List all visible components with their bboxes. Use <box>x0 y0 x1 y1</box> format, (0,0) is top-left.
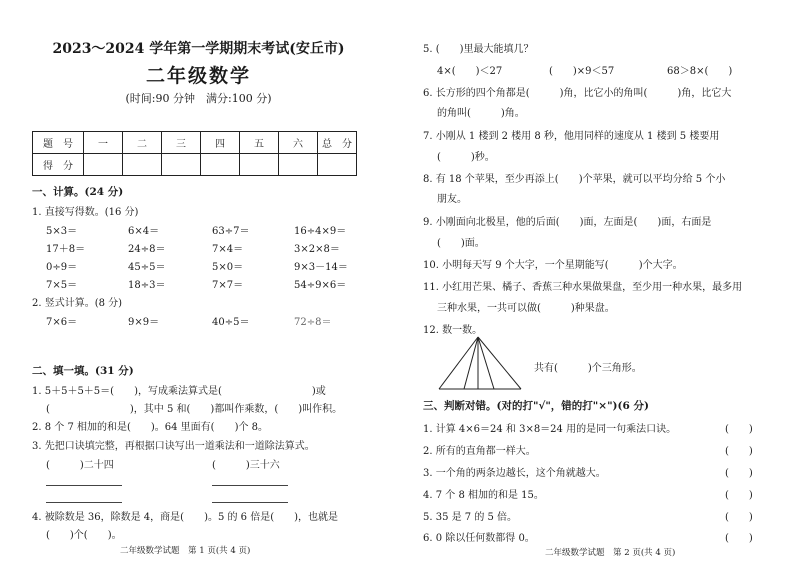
score-header-cell: 题 号 <box>33 132 84 154</box>
question-11-line1: 11. 小红用芒果、橘子、香蕉三种水果做果盘，至少用一种水果，最多用 <box>423 282 743 293</box>
triangle-figure <box>437 335 523 391</box>
question-5-item: 68＞8×( ) <box>667 66 733 77</box>
score-cell[interactable] <box>318 154 357 176</box>
question-6-line2: 的角叫( )角。 <box>437 108 525 119</box>
oral-calc-item: 9×3－14＝ <box>294 262 348 273</box>
multiplication-rhyme-a: ( )二十四 <box>46 460 114 471</box>
triangle-cevian <box>464 337 478 389</box>
oral-calc-item: 7×4＝ <box>212 244 244 255</box>
oral-calc-item: 16÷4×9＝ <box>294 226 347 237</box>
question-12: 12. 数一数。 <box>423 325 483 336</box>
question-2-4-line1: 4. 被除数是 36，除数是 4，商是( )。5 的 6 倍是( )，也就是 <box>32 512 339 523</box>
score-cell[interactable] <box>279 154 318 176</box>
question-9-line1: 9. 小刚面向北极星，他的后面( )面，左面是( )面，右面是 <box>423 217 712 228</box>
score-row-label: 得 分 <box>33 154 84 176</box>
judgment-item: 5. 35 是 7 的 5 倍。 <box>423 512 518 523</box>
exam-title: 2023～2024 学年第一学期期末考试(安丘市) <box>52 41 345 57</box>
section-1-heading: 一、计算。(24 分) <box>32 186 124 198</box>
score-cell[interactable] <box>201 154 240 176</box>
question-5-item: 4×( )＜27 <box>437 66 503 77</box>
section-2-heading: 二、填一填。(31 分) <box>32 365 134 377</box>
exam-page-2 <box>397 0 794 561</box>
question-9-line2: ( )面。 <box>437 238 485 249</box>
triangle-edge <box>439 337 478 389</box>
score-header-cell: 总 分 <box>318 132 357 154</box>
score-cell[interactable] <box>84 154 123 176</box>
score-table-header-row <box>33 132 357 154</box>
score-header-cell: 一 <box>84 132 123 154</box>
oral-calc-item: 17＋8＝ <box>46 244 86 255</box>
judgment-answer-box[interactable]: ( ) <box>725 424 753 435</box>
oral-calc-item: 5×3＝ <box>46 226 78 237</box>
question-11-line2: 三种水果，一共可以做( )种果盘。 <box>437 303 615 314</box>
score-cell[interactable] <box>123 154 162 176</box>
judgment-item: 3. 一个角的两条边越长，这个角就越大。 <box>423 468 606 479</box>
oral-calc-item: 24÷8＝ <box>128 244 166 255</box>
question-7-line1: 7. 小刚从 1 楼到 2 楼用 8 秒，他用同样的速度从 1 楼到 5 楼要用 <box>423 131 720 142</box>
oral-calc-item: 0÷9＝ <box>46 262 78 273</box>
judgment-answer-box[interactable]: ( ) <box>725 468 753 479</box>
judgment-item: 2. 所有的直角都一样大。 <box>423 446 536 457</box>
score-table <box>32 131 357 176</box>
question-6-line1: 6. 长方形的四个角都是( )角，比它小的角叫( )角，比它大 <box>423 88 732 99</box>
score-header-cell: 五 <box>240 132 279 154</box>
oral-calc-item: 7×7＝ <box>212 280 244 291</box>
exam-subject: 二年级数学 <box>145 65 251 87</box>
question-1-2: 2. 竖式计算。(8 分) <box>32 298 123 309</box>
judgment-answer-box[interactable]: ( ) <box>725 490 753 501</box>
judgment-answer-box[interactable]: ( ) <box>725 533 753 544</box>
score-header-cell: 二 <box>123 132 162 154</box>
oral-calc-item: 18÷3＝ <box>128 280 166 291</box>
vertical-calc-item: 40÷5＝ <box>212 317 250 328</box>
judgment-answer-box[interactable]: ( ) <box>725 512 753 523</box>
vertical-calc-item: 9×9＝ <box>128 317 160 328</box>
exam-time-info: (时间:90 分钟 满分:100 分) <box>125 92 272 105</box>
question-2-3: 3. 先把口诀填完整，再根据口诀写出一道乘法和一道除法算式。 <box>32 441 315 452</box>
question-7-line2: ( )秒。 <box>437 152 495 163</box>
multiplication-rhyme-b: ( )三十六 <box>212 460 280 471</box>
question-2-2: 2. 8 个 7 相加的和是( )。64 里面有( )个 8。 <box>32 422 269 433</box>
question-2-4-line2: ( )个( )。 <box>46 530 122 541</box>
question-5-item: ( )×9＜57 <box>549 66 615 77</box>
oral-calc-item: 5×0＝ <box>212 262 244 273</box>
question-5: 5. ( )里最大能填几？ <box>423 44 534 55</box>
judgment-item: 4. 7 个 8 相加的和是 15。 <box>423 490 544 501</box>
oral-calc-item: 3×2×8＝ <box>294 244 340 255</box>
answer-line[interactable] <box>46 502 122 503</box>
question-8-line1: 8. 有 18 个苹果，至少再添上( )个苹果，就可以平均分给 5 个小 <box>423 174 726 185</box>
score-header-cell: 六 <box>279 132 318 154</box>
score-header-cell: 三 <box>162 132 201 154</box>
question-10: 10. 小明每天写 9 个大字，一个星期能写( )个大字。 <box>423 260 683 271</box>
judgment-item: 6. 0 除以任何数都得 0。 <box>423 533 535 544</box>
question-1-1: 1. 直接写得数。(16 分) <box>32 207 139 218</box>
answer-line[interactable] <box>212 485 288 486</box>
section-3-heading: 三、判断对错。(对的打"√"，错的打"×")(6 分) <box>423 400 649 412</box>
answer-line[interactable] <box>46 485 122 486</box>
question-2-1-line1: 1. 5＋5＋5＋5＝( )，写成乘法算式是( )或 <box>32 386 326 397</box>
question-12-answer: 共有( )个三角形。 <box>534 363 642 374</box>
oral-calc-item: 54÷9×6＝ <box>294 280 347 291</box>
vertical-calc-item: 72÷8＝ <box>294 317 332 328</box>
score-cell[interactable] <box>240 154 279 176</box>
page-footer: 二年级数学试题 第 1 页(共 4 页) <box>120 546 251 556</box>
score-header-cell: 四 <box>201 132 240 154</box>
triangle-cevian <box>478 337 494 389</box>
oral-calc-item: 6×4＝ <box>128 226 160 237</box>
question-8-line2: 朋友。 <box>437 194 467 205</box>
triangle-edge <box>478 337 521 389</box>
vertical-calc-item: 7×6＝ <box>46 317 78 328</box>
page-footer: 二年级数学试题 第 2 页(共 4 页) <box>545 548 676 558</box>
question-2-1-line2: ( )，其中 5 和( )都叫作乘数，( )叫作积。 <box>46 404 343 415</box>
score-table-score-row <box>33 154 357 176</box>
score-cell[interactable] <box>162 154 201 176</box>
oral-calc-item: 63÷7＝ <box>212 226 250 237</box>
judgment-answer-box[interactable]: ( ) <box>725 446 753 457</box>
oral-calc-item: 7×5＝ <box>46 280 78 291</box>
oral-calc-item: 45÷5＝ <box>128 262 166 273</box>
judgment-item: 1. 计算 4×6＝24 和 3×8＝24 用的是同一句乘法口诀。 <box>423 424 677 435</box>
answer-line[interactable] <box>212 502 288 503</box>
